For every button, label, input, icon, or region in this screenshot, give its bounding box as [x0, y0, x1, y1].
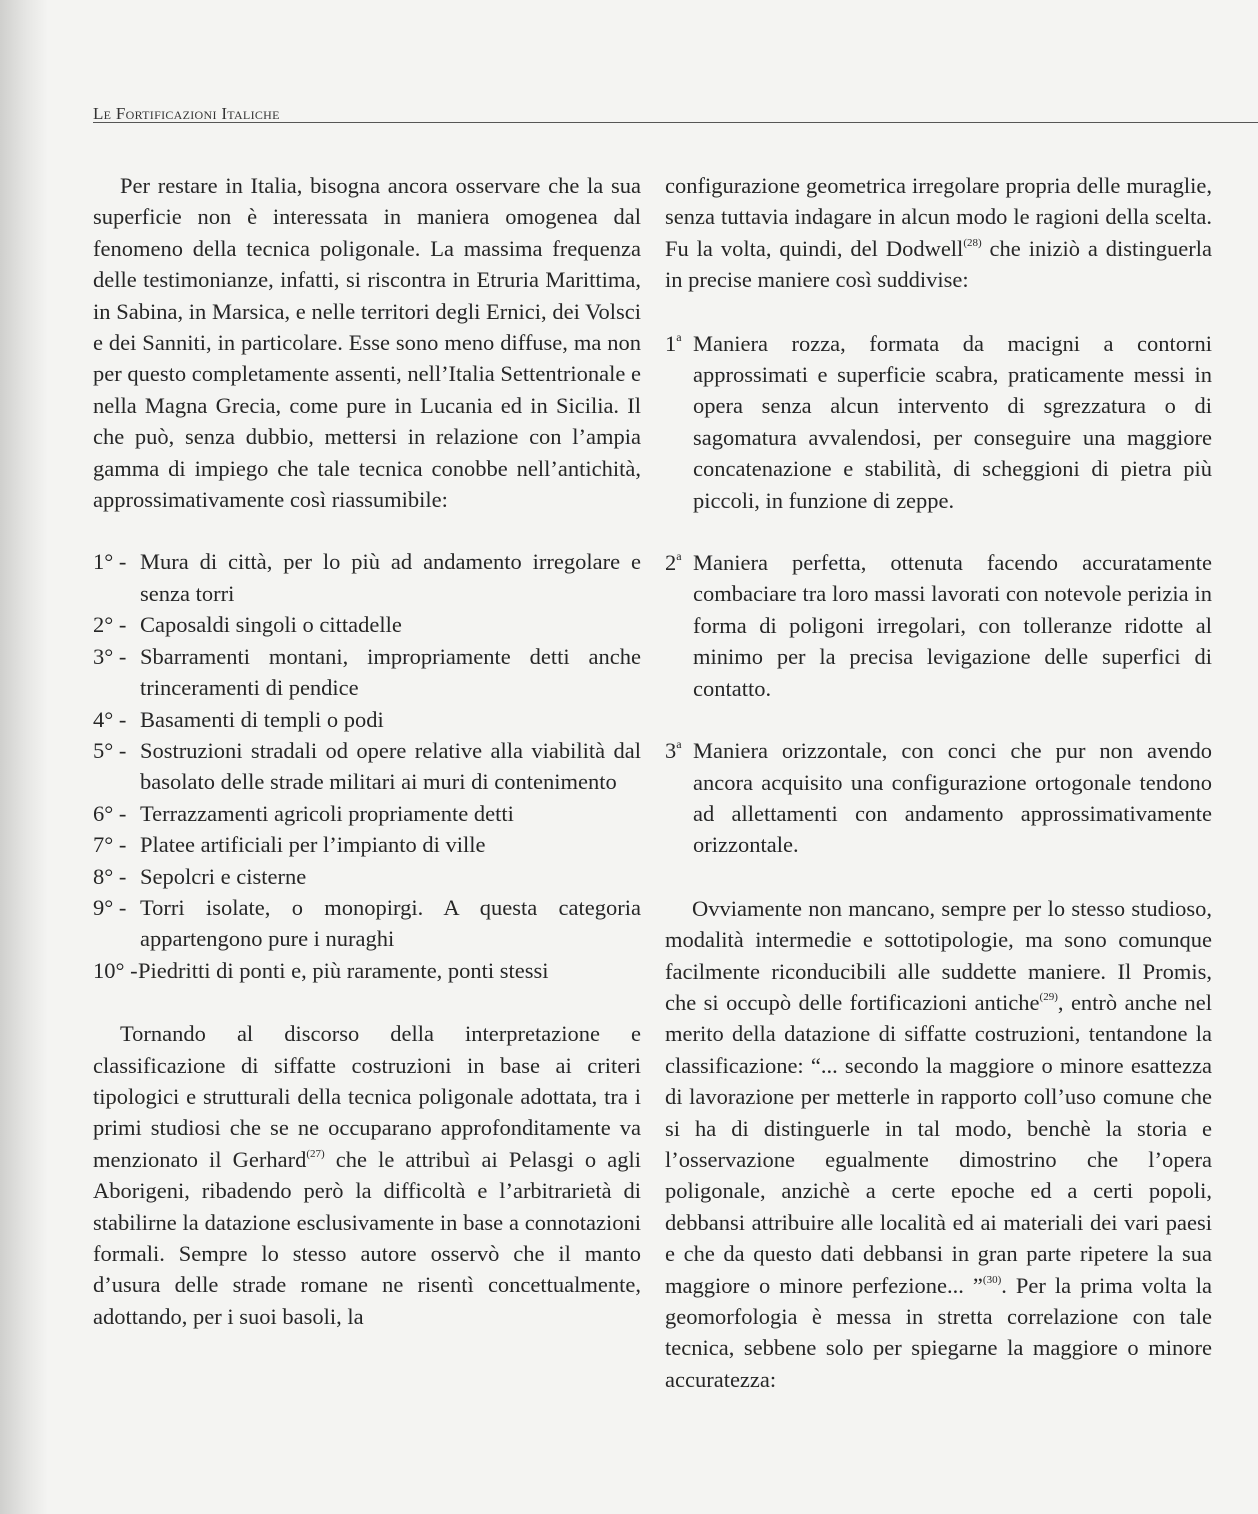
list-number: 8° -	[93, 863, 127, 889]
manner-number: 1$^a$	[665, 329, 682, 356]
manner-item	[665, 328, 1212, 516]
list-number: 1° -	[93, 549, 127, 575]
list-item	[93, 892, 641, 955]
list-text: Torri isolate, o monopirgi. A questa categoria appartengono pure i nuraghi	[140, 894, 641, 952]
list-text: Mura di città, per lo più ad andamento irregolare e senza torri	[140, 549, 641, 606]
list-text: Caposaldi singoli o cittadelle	[140, 612, 402, 638]
list-text: Basamenti di templi o podi	[140, 706, 384, 732]
manner-text: Maniera rozza, formata da macigni a contorni approssimati e superficie scabra, praticamente messi in opera senza alcun intervento di sgrezzatura o di sagomatura avvalendosi, per conseguire una maggiore concatenazione e stabilità, di scheggioni di pietra più piccoli, in funzione di zeppe.	[693, 330, 1212, 513]
list-item	[93, 609, 641, 640]
list-text: Platee artificiali per l’impianto di ville	[140, 832, 486, 858]
list-text: Terrazzamenti agricoli propriamente detti	[140, 800, 514, 826]
list-item	[93, 955, 641, 986]
list-number: 10° -	[93, 957, 138, 983]
running-header: Le Fortificazioni Italiche	[93, 104, 280, 123]
list-number: 6° -	[93, 800, 127, 826]
intro-paragraph: Per restare in Italia, bisogna ancora osservare che la sua superficie non è interessata in maniera omogenea dal fenomeno della tecnica poligonale. La massima frequenza delle testimonianze, infatti, si riscontra in Etruria Marittima, in Sabina, in Marsica, e nelle territori degli Ernici, dei Volsci e dei Sanniti, in particolare. Esse sono meno diffuse, ma non per questo completamente assenti, nell’Italia Settentrionale e nella Magna Grecia, come pure in Lucania ed in Sicilia. Il che può, senza dubbio, mettersi in relazione con l’ampia gamma di impiego che tale tecnica conobbe nell’antichità, approssimativamente così riassumibile:	[93, 173, 641, 513]
manner-item	[665, 547, 1212, 704]
list-item	[93, 829, 641, 860]
page-gutter-shadow	[0, 0, 48, 1514]
usage-list	[93, 546, 641, 986]
list-item	[93, 641, 641, 704]
manner-number: 3$^a$	[665, 737, 682, 764]
header-rule	[93, 122, 1258, 123]
right-column	[665, 170, 1212, 1395]
left-column	[93, 170, 641, 1332]
manner-text: Maniera orizzontale, con conci che pur non avendo ancora acquisito una configurazione ortogonale tendono ad allettamenti con andamento approssimativamente orizzontale.	[693, 738, 1212, 858]
list-number: 2° -	[93, 612, 127, 638]
manner-item	[665, 735, 1212, 861]
list-item	[93, 735, 641, 798]
list-item	[93, 704, 641, 735]
footnote-ref: (27)	[306, 1147, 325, 1160]
list-text: Sbarramenti montani, impropriamente detti anche trinceramenti di pendice	[140, 643, 641, 701]
list-item	[93, 546, 641, 609]
manner-number: 2$^a$	[665, 549, 682, 576]
dodwell-paragraph: configurazione geometrica irregolare propria delle muraglie, senza tuttavia indagare in alcun modo le ragioni della scelta. Fu la volta, quindi, del Dodwell$^{(28)}$ che iniziò a distinguerla in precise maniere così suddivise:	[665, 173, 1212, 293]
list-text: Sepolcri e cisterne	[140, 863, 307, 889]
gerhard-paragraph: Tornando al discorso della interpretazione e classificazione di siffatte costruzioni in base ai criteri tipologici e strutturali della tecnica poligonale adottata, tra i primi studiosi che se ne occuparano approfonditamente va menzionato il Gerhard$^{(27)}$ che le attribuì ai Pelasgi o agli Aborigeni, ribadendo però la difficoltà e l’arbitrarietà di stabilirne la datazione esclusivamente in base a connotazioni formali. Sempre lo stesso autore osservò che il manto d’usura delle strade romane ne risentì concettualmente, adottando, per i suoi basoli, la	[93, 1021, 641, 1329]
list-number: 3° -	[93, 643, 127, 669]
list-number: 4° -	[93, 706, 127, 732]
manner-text: Maniera perfetta, ottenuta facendo accuratamente combaciare tra loro massi lavorati con notevole perizia in forma di poligoni irregolari, con tolleranze ridotte al minimo per la precisa levigazione delle superfici di contatto.	[693, 550, 1212, 701]
list-item	[93, 798, 641, 829]
footnote-ref: (28)	[963, 236, 982, 249]
list-number: 5° -	[93, 737, 127, 763]
list-number: 7° -	[93, 832, 127, 858]
list-text: Sostruzioni stradali od opere relative alla viabilità dal basolato delle strade militari ai muri di contenimento	[140, 737, 641, 795]
footnote-ref: (29)	[1039, 990, 1058, 1003]
list-item	[93, 861, 641, 892]
footnote-ref: (30)	[982, 1273, 1002, 1286]
promis-paragraph: Ovviamente non mancano, sempre per lo stesso studioso, modalità intermedie e sottotipologie, ma sono comunque facilmente riconducibili alle suddette maniere. Il Promis, che si occupò delle fortificazioni antiche$^{(29)}$, entrò anche nel merito della datazione di siffatte costruzioni, tentandone la classificazione: “... secondo la maggiore o minore esattezza di lavorazione per metterle in rapporto coll’uso comune che si ha di distinguerle in tal modo, benchè la storia e l’osservazione egualmente dimostrino che l’opera poligonale, anzichè a certe epoche ed a certi popoli, debbansi attribuire alle località ed ai materiali dei vari paesi e che da questo dati debbansi in gran parte ripetere la sua maggiore o minore perfezione... ”$^{(30)}$. Per la prima volta la geomorfologia è messa in stretta correlazione con tale tecnica, sebbene solo per spiegarne la maggiore o minore accuratezza:	[665, 895, 1212, 1392]
manners-list	[665, 328, 1212, 861]
list-number: 9° -	[93, 894, 127, 920]
list-text: Piedritti di ponti e, più raramente, ponti stessi	[138, 957, 549, 983]
